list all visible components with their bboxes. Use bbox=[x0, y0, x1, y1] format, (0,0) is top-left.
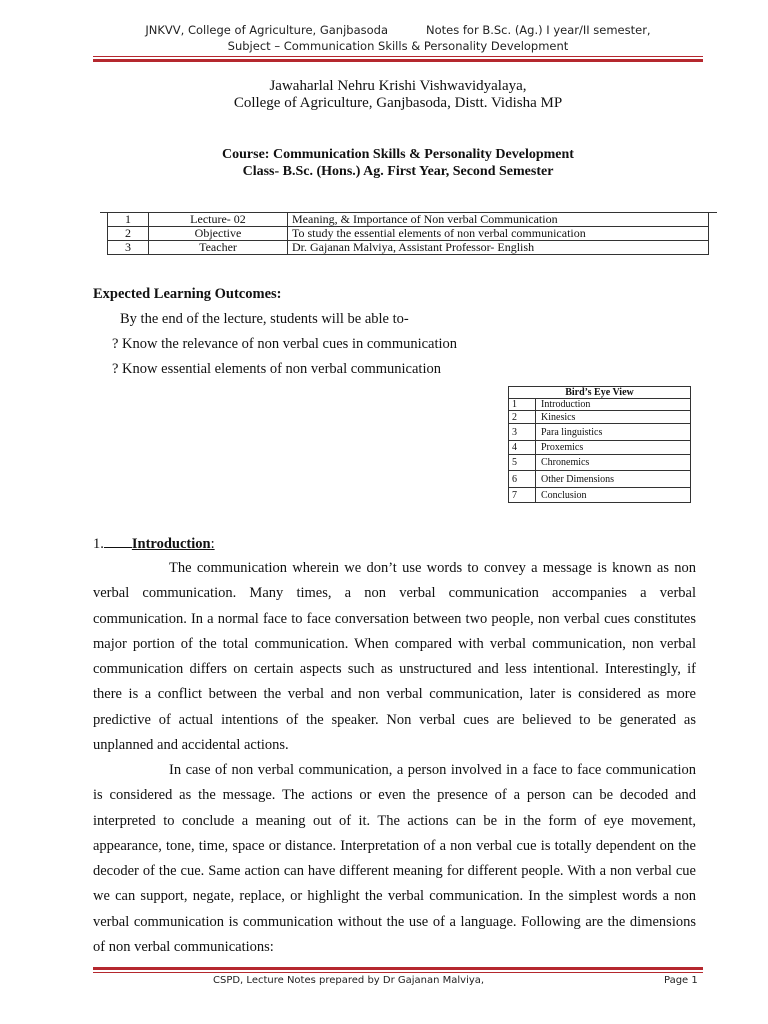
list-item bbox=[509, 441, 691, 455]
section-title: Introduction bbox=[131, 536, 211, 552]
row-key: Objective bbox=[149, 227, 288, 241]
section-heading bbox=[93, 535, 215, 553]
table-row bbox=[108, 227, 709, 241]
item-label: Other Dimensions bbox=[536, 471, 691, 488]
course-title: Course: Communication Skills & Personality Development bbox=[222, 147, 574, 162]
row-number: 2 bbox=[108, 227, 149, 241]
table-rule-right bbox=[709, 212, 717, 213]
birds-eye-title: Bird’s Eye View bbox=[509, 387, 691, 399]
item-number: 7 bbox=[509, 488, 536, 503]
item-label: Introduction bbox=[536, 399, 691, 411]
paragraph: In case of non verbal communication, a person involved in a face to face communication is considered as the message. The actions or even the presence of a person can be decoded and interpreted to conclude a meaning out of it. The actions can be in the form of eye movement, appearance, tone, time, space or distance. Interpretation of a non verbal cue is totally dependent on the decoder of the cue. Same action can have different meaning for different people. With a non verbal cue we can support, negate, replace, or highlight the verbal communication. In the simplest words a non verbal communication is communication without the use of a language. Following are the dimensions of non verbal communications: bbox=[93, 762, 696, 956]
course-block bbox=[93, 146, 703, 180]
list-item bbox=[509, 424, 691, 441]
item-number: 6 bbox=[509, 471, 536, 488]
section-colon: : bbox=[210, 536, 215, 552]
footer-rule-thin bbox=[93, 972, 703, 973]
outcome-item: ? Know the relevance of non verbal cues in communication bbox=[112, 336, 458, 352]
item-label: Proxemics bbox=[536, 441, 691, 455]
footer-rule-thick bbox=[93, 967, 703, 970]
table-row bbox=[108, 213, 709, 227]
item-number: 1 bbox=[509, 399, 536, 411]
section-number: 1. bbox=[93, 536, 104, 552]
footer-credit: CSPD, Lecture Notes prepared by Dr Gajanan Malviya, bbox=[213, 975, 485, 986]
item-label: Para linguistics bbox=[536, 424, 691, 441]
header-right: Notes for B.Sc. (Ag.) I year/II semester, bbox=[426, 23, 651, 37]
list-item bbox=[509, 488, 691, 503]
outcome-item: ? Know essential elements of non verbal communication bbox=[112, 361, 441, 377]
row-number: 3 bbox=[108, 241, 149, 255]
section-underline-gap bbox=[104, 535, 132, 548]
item-number: 2 bbox=[509, 411, 536, 424]
item-label: Chronemics bbox=[536, 455, 691, 471]
row-number: 1 bbox=[108, 213, 149, 227]
institution-college: College of Agriculture, Ganjbasoda, Distt. Vidisha MP bbox=[233, 95, 563, 111]
table-row bbox=[108, 241, 709, 255]
list-item bbox=[509, 471, 691, 488]
institution-name: Jawaharlal Nehru Krishi Vishwavidyalaya, bbox=[269, 78, 527, 94]
item-label: Conclusion bbox=[536, 488, 691, 503]
running-header bbox=[93, 22, 703, 54]
item-number: 3 bbox=[509, 424, 536, 441]
institution-block bbox=[93, 78, 703, 112]
paragraph: The communication wherein we don’t use words to convey a message is known as non verbal communication. Many times, a non verbal communication accompanies a verbal communication. In a normal face to face conversation between two people, non verbal cues constitutes major portion of the total communication. When compared with verbal communication, non verbal communication differs on certain aspects such as unstructured and less intentional. Interestingly, if there is a conflict between the verbal and non verbal communication, later is considered as more predictive of actual intentions of the speaker. Non verbal cues are believed to be generated as unplanned and accidental actions. bbox=[93, 560, 696, 754]
row-value: Meaning, & Importance of Non verbal Communication bbox=[288, 213, 709, 227]
list-item bbox=[509, 399, 691, 411]
item-number: 4 bbox=[509, 441, 536, 455]
row-key: Teacher bbox=[149, 241, 288, 255]
page-number: Page 1 bbox=[664, 975, 698, 986]
outcomes-intro: By the end of the lecture, students will be able to- bbox=[120, 311, 409, 327]
list-item bbox=[509, 455, 691, 471]
header-rule-thick bbox=[93, 59, 703, 62]
header-rule-thin bbox=[93, 56, 703, 57]
row-value: Dr. Gajanan Malviya, Assistant Professor- English bbox=[288, 241, 709, 255]
header-subject: Subject – Communication Skills & Personality Development bbox=[227, 39, 569, 53]
course-class: Class- B.Sc. (Hons.) Ag. First Year, Second Semester bbox=[242, 164, 554, 179]
row-value: To study the essential elements of non verbal communication bbox=[288, 227, 709, 241]
item-number: 5 bbox=[509, 455, 536, 471]
header-left: JNKVV, College of Agriculture, Ganjbasoda bbox=[145, 23, 388, 37]
list-item bbox=[509, 411, 691, 424]
outcomes-heading: Expected Learning Outcomes: bbox=[93, 286, 282, 302]
item-label: Kinesics bbox=[536, 411, 691, 424]
row-key: Lecture- 02 bbox=[149, 213, 288, 227]
birds-eye-view-table bbox=[508, 386, 691, 503]
lecture-info-table bbox=[107, 212, 709, 255]
